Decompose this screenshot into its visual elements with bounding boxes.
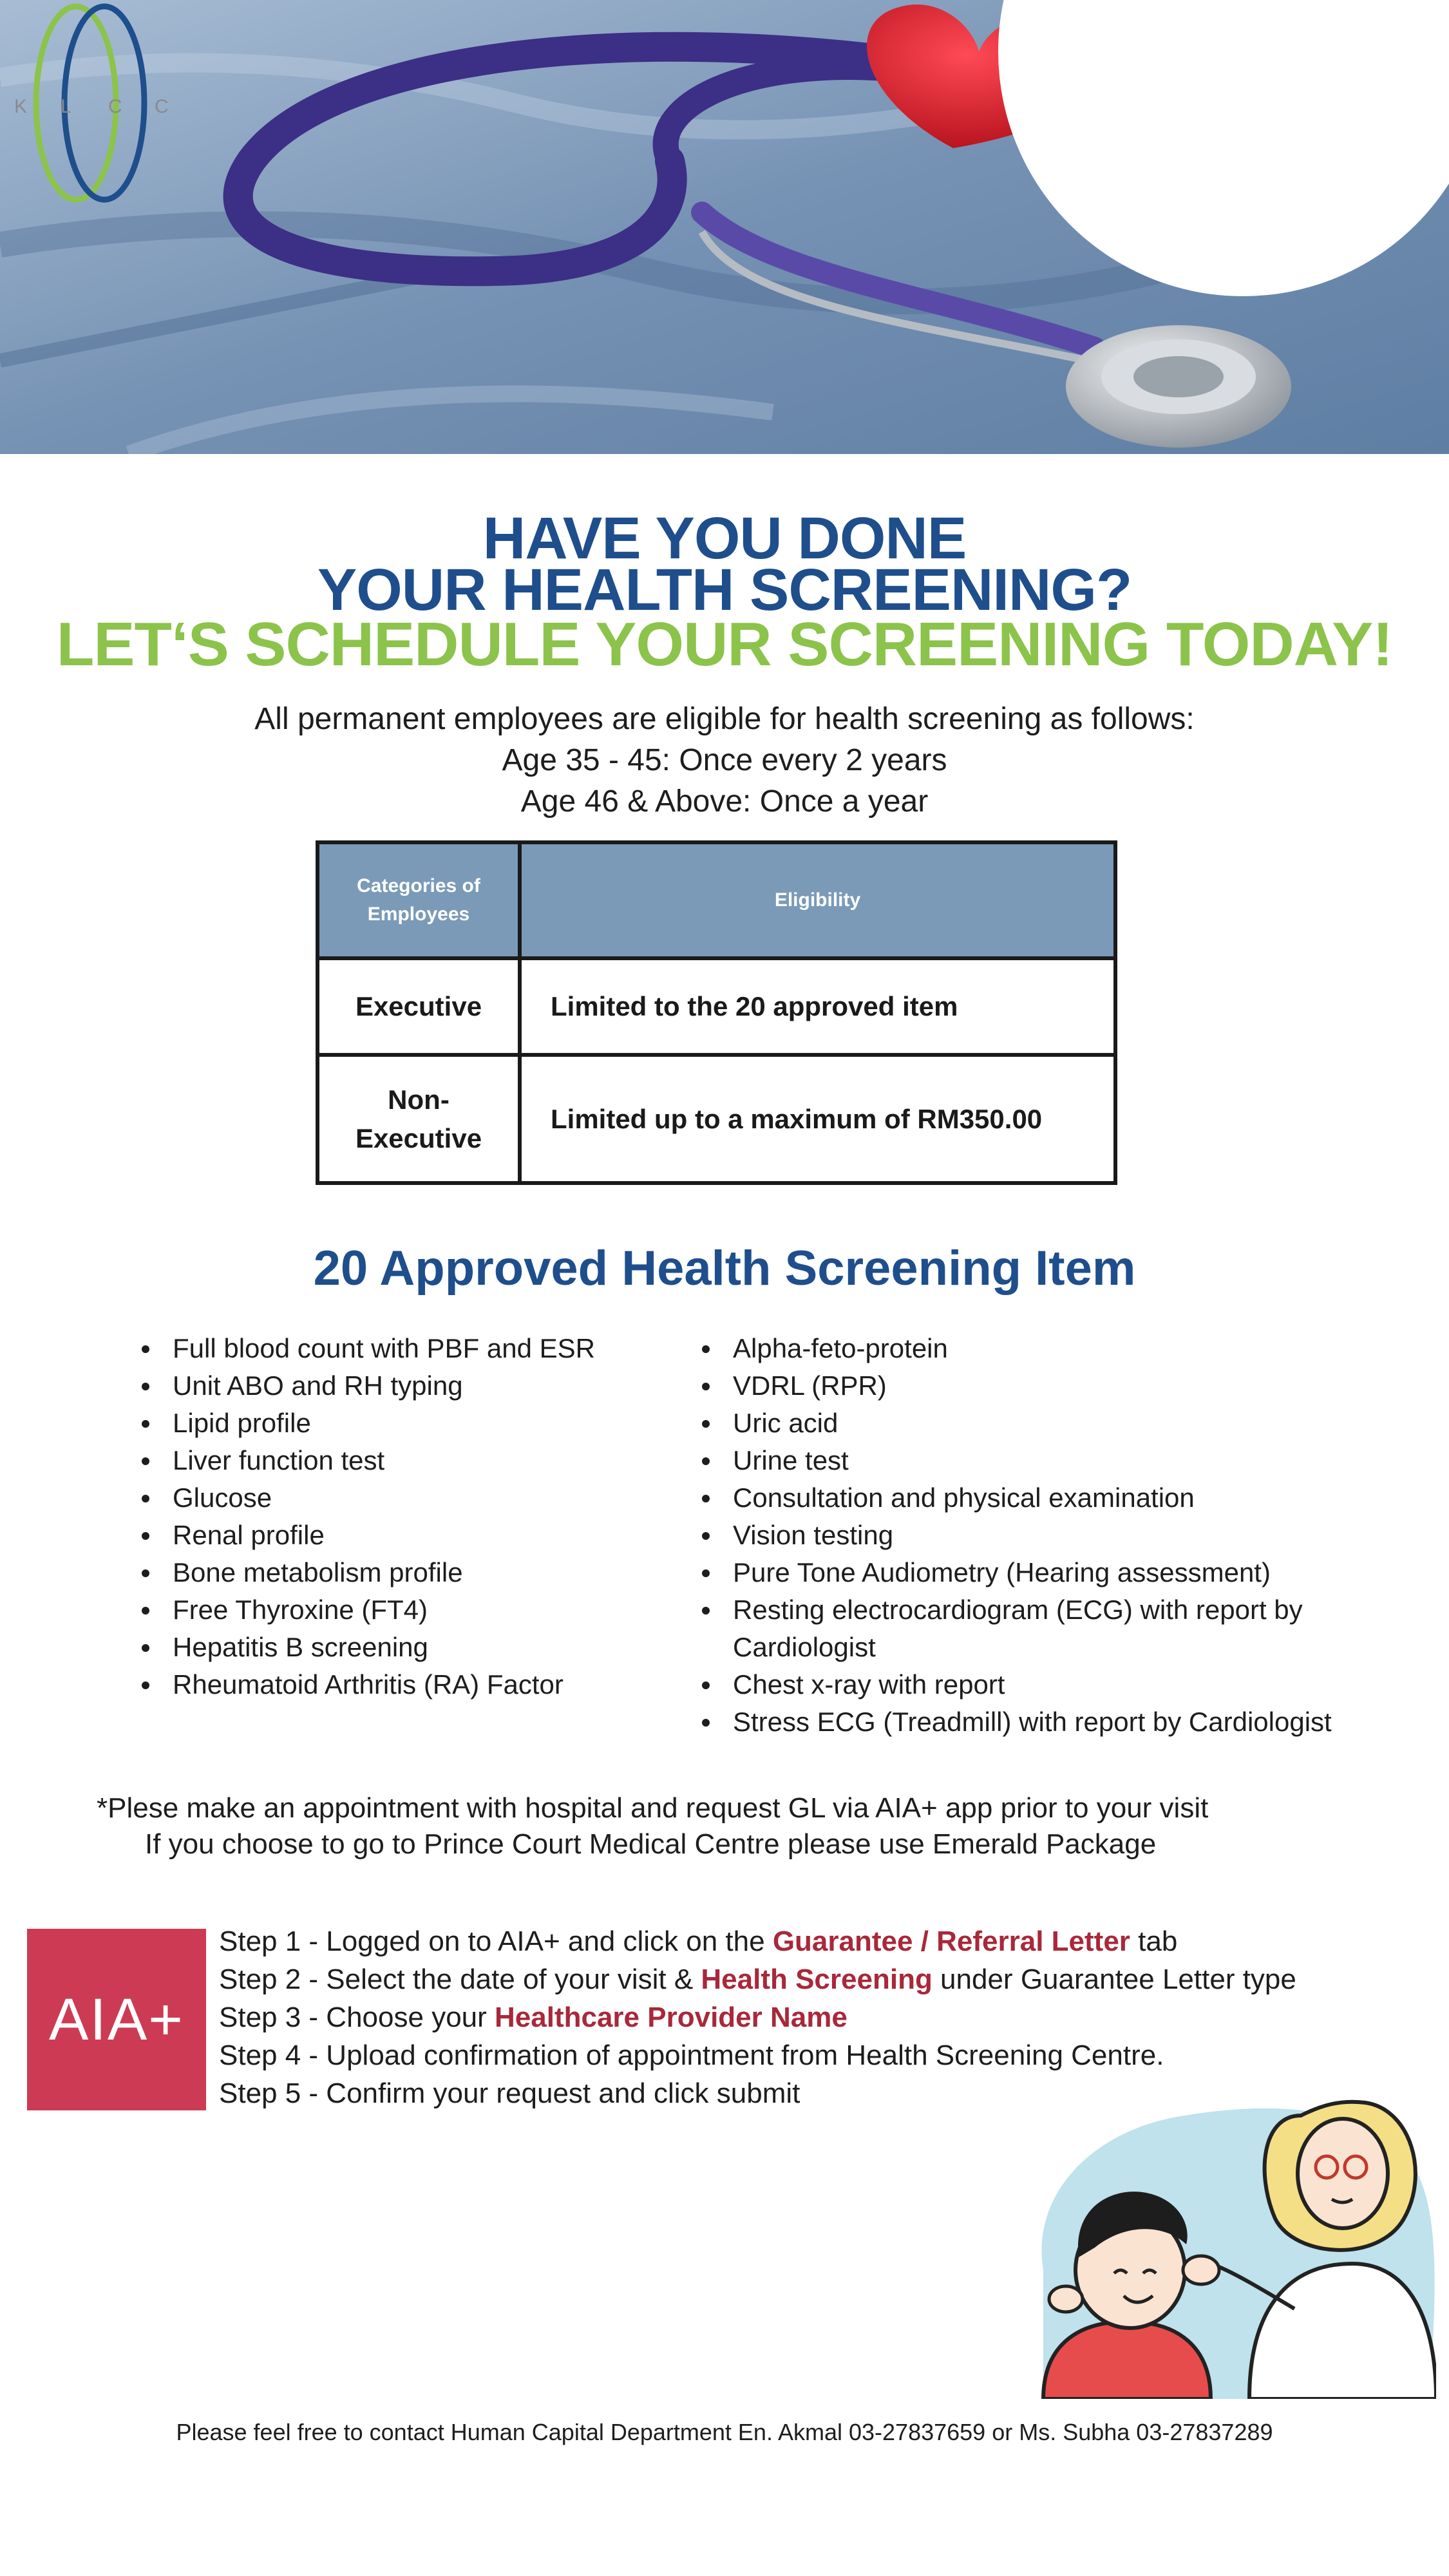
step-highlight: Guarantee / Referral Letter bbox=[772, 1926, 1130, 1957]
header-category: Categories of Employees bbox=[357, 875, 480, 925]
list-item: Vision testing bbox=[694, 1517, 1428, 1554]
list-item: Pure Tone Audiometry (Hearing assessment) bbox=[694, 1554, 1428, 1591]
klcc-logo bbox=[0, 0, 180, 213]
step-1 bbox=[219, 1922, 1443, 1960]
header-eligibility: Eligibility bbox=[774, 889, 861, 911]
list-item: Chest x-ray with report bbox=[694, 1666, 1428, 1703]
contact-footer: Please feel free to contact Human Capital Department En. Akmal 03-27837659 or Ms. Subha 03-27837289 bbox=[176, 2419, 1273, 2445]
headline-line-1: HAVE YOU DONE bbox=[482, 506, 967, 571]
headline-line-3: LET‘S SCHEDULE YOUR SCREENING TODAY! bbox=[56, 610, 1393, 679]
step-2 bbox=[219, 1960, 1443, 1998]
headline-line-2: YOUR HEALTH SCREENING? bbox=[317, 557, 1132, 623]
list-item: Renal profile bbox=[134, 1517, 675, 1554]
list-item: Lipid profile bbox=[134, 1405, 675, 1442]
eligibility-age-46-above: Age 46 & Above: Once a year bbox=[520, 784, 929, 819]
step-3 bbox=[219, 1998, 1443, 2036]
step-highlight: Healthcare Provider Name bbox=[495, 2002, 848, 2033]
list-item: Liver function test bbox=[134, 1442, 675, 1479]
step-text: Step 3 - Choose your bbox=[219, 2002, 495, 2033]
list-item: Rheumatoid Arthritis (RA) Factor bbox=[134, 1666, 675, 1703]
list-item: Full blood count with PBF and ESR bbox=[134, 1330, 675, 1367]
list-item: Consultation and physical examination bbox=[694, 1479, 1428, 1517]
row-category: Non-Executive bbox=[355, 1084, 482, 1153]
approved-items-list-right bbox=[694, 1330, 1428, 1741]
aia-logo: AIA+ bbox=[27, 1929, 206, 2110]
list-item: Hepatitis B screening bbox=[134, 1629, 675, 1666]
step-4 bbox=[219, 2036, 1443, 2074]
row-eligibility: Limited to the 20 approved item bbox=[551, 991, 958, 1021]
list-item: Stress ECG (Treadmill) with report by Cardiologist bbox=[694, 1703, 1428, 1741]
eligibility-table bbox=[316, 840, 1117, 1185]
logo-letter-c2: C bbox=[155, 96, 169, 117]
approved-items-list-left bbox=[134, 1330, 675, 1703]
list-item: Urine test bbox=[694, 1442, 1428, 1479]
list-item: Alpha-feto-protein bbox=[694, 1330, 1428, 1367]
row-category: Executive bbox=[355, 991, 482, 1021]
doctor-child-illustration bbox=[1018, 2077, 1436, 2399]
step-text: Step 1 - Logged on to AIA+ and click on the bbox=[219, 1926, 773, 1957]
table-divider bbox=[518, 844, 522, 1181]
list-item: Free Thyroxine (FT4) bbox=[134, 1591, 675, 1629]
prince-court-note: If you choose to go to Prince Court Medical Centre please use Emerald Package bbox=[145, 1828, 1157, 1860]
hero-photo bbox=[0, 0, 1449, 454]
list-item: VDRL (RPR) bbox=[694, 1367, 1428, 1405]
table-row bbox=[319, 960, 1113, 1057]
eligibility-intro: All permanent employees are eligible for health screening as follows: bbox=[254, 702, 1195, 736]
logo-letter-c1: C bbox=[108, 96, 122, 117]
logo-letter-k: K bbox=[14, 96, 28, 117]
table-row bbox=[319, 1057, 1113, 1181]
step-text: Step 4 - Upload confirmation of appointment from Health Screening Centre. bbox=[219, 2040, 1164, 2071]
table-header-row bbox=[319, 844, 1113, 960]
list-item: Uric acid bbox=[694, 1405, 1428, 1442]
list-item: Glucose bbox=[134, 1479, 675, 1517]
approved-items-title: 20 Approved Health Screening Item bbox=[313, 1241, 1136, 1296]
step-text: Step 2 - Select the date of your visit & bbox=[219, 1964, 701, 1995]
eligibility-age-35-45: Age 35 - 45: Once every 2 years bbox=[502, 743, 947, 777]
list-item: Resting electrocardiogram (ECG) with report by Cardiologist bbox=[694, 1591, 1428, 1666]
step-highlight: Health Screening bbox=[701, 1964, 933, 1995]
appointment-note: *Plese make an appointment with hospital and request GL via AIA+ app prior to your visit bbox=[97, 1792, 1209, 1824]
list-item: Bone metabolism profile bbox=[134, 1554, 675, 1591]
step-text: under Guarantee Letter type bbox=[932, 1964, 1296, 1995]
row-eligibility: Limited up to a maximum of RM350.00 bbox=[551, 1103, 1043, 1134]
step-text: Step 5 - Confirm your request and click submit bbox=[219, 2078, 800, 2109]
list-item: Unit ABO and RH typing bbox=[134, 1367, 675, 1405]
logo-letter-l: L bbox=[61, 96, 71, 117]
step-text: tab bbox=[1130, 1926, 1178, 1957]
